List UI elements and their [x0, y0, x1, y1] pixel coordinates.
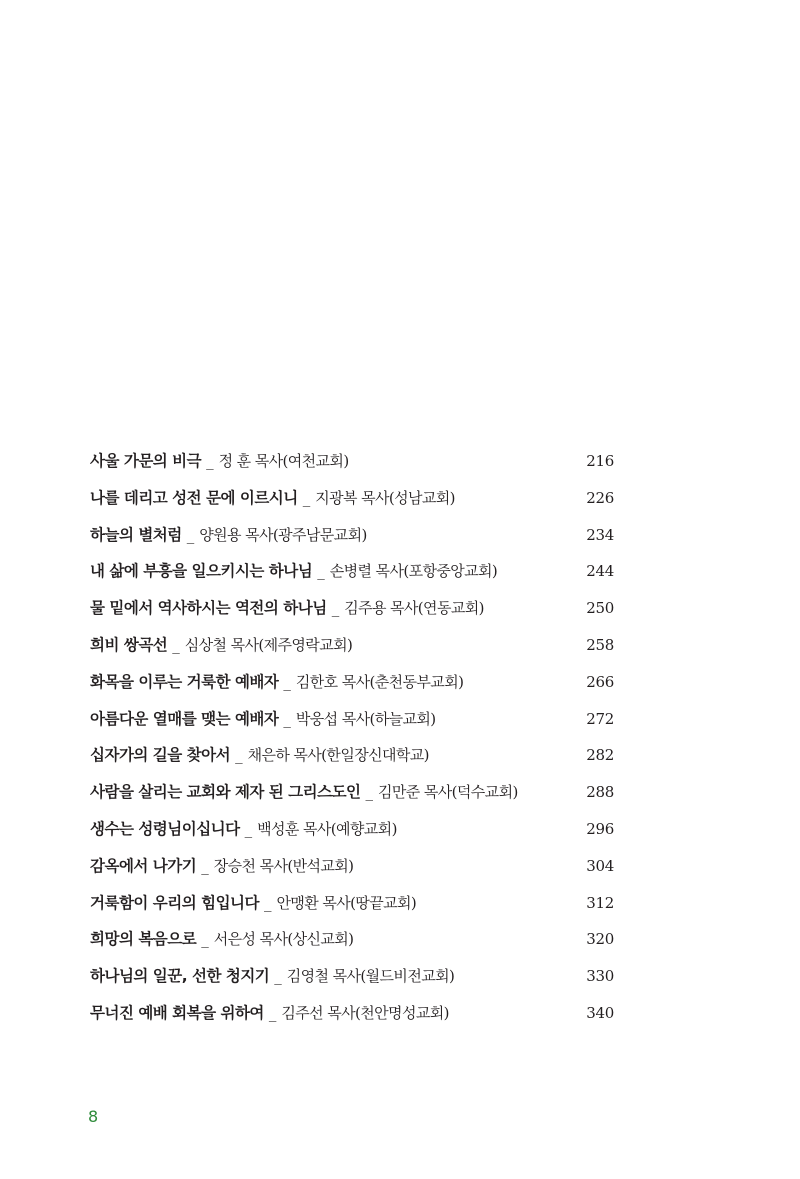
toc-entry-title: 생수는 성령님이십니다 — [90, 819, 240, 838]
toc-entry — [90, 701, 620, 738]
toc-entry — [90, 627, 620, 664]
toc-entry-title: 사울 가문의 비극 — [90, 452, 202, 470]
toc-entry — [90, 443, 620, 480]
toc-entry-separator: _ — [274, 967, 282, 986]
toc-entry — [90, 995, 620, 1032]
toc-entry-text — [90, 443, 349, 480]
toc-entry-separator: _ — [264, 893, 272, 912]
page-number: 8 — [88, 1107, 99, 1126]
toc-entry-text — [90, 701, 436, 738]
toc-entry-separator: _ — [365, 783, 374, 802]
toc-entry-author: 손병렬 목사(포항중앙교회) — [329, 562, 498, 581]
toc-entry-separator: _ — [201, 856, 209, 875]
toc-entry-text — [90, 921, 353, 958]
toc-entry-separator: _ — [331, 599, 340, 618]
toc-entry-text — [90, 848, 353, 885]
toc-entry-text — [90, 958, 454, 995]
toc-entry-separator: _ — [283, 672, 291, 691]
toc-entry-separator: _ — [283, 709, 291, 728]
toc-entry-page: 244 — [586, 562, 614, 581]
toc-entry-author: 박웅섭 목사(하늘교회) — [295, 709, 436, 728]
toc-entry-page: 272 — [586, 709, 614, 728]
toc-entry — [90, 774, 620, 811]
toc-entry-page: 250 — [586, 599, 614, 618]
toc-entry-separator: _ — [201, 930, 209, 949]
toc-entry-author: 정 훈 목사(여천교회) — [218, 452, 349, 470]
toc-entry-author: 김주용 목사(연동교회) — [344, 599, 484, 618]
toc-entry-page: 266 — [586, 672, 614, 691]
toc-entry-author: 김만준 목사(덕수교회) — [378, 783, 518, 802]
toc-entry-text — [90, 995, 449, 1032]
toc-entry-author: 양원용 목사(광주남문교회) — [199, 525, 367, 544]
toc-entry-page: 296 — [586, 819, 614, 838]
toc-entry-text — [90, 811, 397, 848]
toc-entry-author: 채은하 목사(한일장신대학교) — [247, 746, 429, 765]
toc-entry-title: 사람을 살리는 교회와 제자 된 그리스도인 — [90, 783, 361, 802]
toc-entry-author: 장승천 목사(반석교회) — [213, 856, 354, 875]
toc-entry-separator: _ — [268, 1003, 277, 1022]
toc-entry — [90, 921, 620, 958]
toc-entry-author: 김주선 목사(천안명성교회) — [281, 1003, 449, 1022]
toc-entry — [90, 553, 620, 590]
toc-entry-title: 무너진 예배 회복을 위하여 — [90, 1003, 264, 1022]
toc-entry-author: 김한호 목사(춘천동부교회) — [295, 672, 464, 691]
toc-entry-text — [90, 517, 367, 554]
toc-entry-title: 거룩함이 우리의 힘입니다 — [90, 893, 259, 912]
toc-entry — [90, 848, 620, 885]
toc-entry-separator: _ — [235, 746, 243, 765]
toc-entry-author: 김영철 목사(월드비전교회) — [286, 967, 455, 986]
toc-entry-title: 하나님의 일꾼, 선한 청지기 — [90, 967, 270, 986]
toc-entry-page: 304 — [586, 856, 614, 875]
toc-entry-page: 258 — [586, 635, 614, 654]
toc-entry-page: 330 — [586, 967, 614, 986]
toc-entry-text — [90, 553, 497, 590]
toc-entry-title: 아름다운 열매를 맺는 예배자 — [90, 709, 279, 728]
toc-entry-text — [90, 737, 429, 774]
toc-entry-separator: _ — [317, 562, 325, 581]
toc-entry-separator: _ — [244, 819, 253, 838]
table-of-contents — [90, 443, 620, 1032]
toc-entry-title: 화목을 이루는 거룩한 예배자 — [90, 672, 279, 691]
toc-entry — [90, 958, 620, 995]
toc-entry-title: 나를 데리고 성전 문에 이르시니 — [90, 488, 298, 507]
toc-entry-text — [90, 774, 518, 811]
toc-entry-page: 320 — [586, 930, 614, 949]
toc-entry-page: 312 — [586, 893, 614, 912]
toc-entry — [90, 811, 620, 848]
toc-entry-title: 하늘의 별처럼 — [90, 525, 182, 544]
toc-entry-text — [90, 627, 352, 664]
toc-entry-title: 물 밑에서 역사하시는 역전의 하나님 — [90, 599, 327, 618]
toc-entry — [90, 517, 620, 554]
toc-entry-title: 내 삶에 부흥을 일으키시는 하나님 — [90, 562, 313, 581]
toc-entry-title: 희비 쌍곡선 — [90, 635, 168, 654]
toc-entry-separator: _ — [186, 525, 195, 544]
toc-entry — [90, 885, 620, 922]
toc-entry-title: 십자가의 길을 찾아서 — [90, 746, 231, 765]
toc-entry-author: 심상철 목사(제주영락교회) — [184, 635, 353, 654]
toc-entry-author: 안맹환 목사(땅끝교회) — [276, 893, 417, 912]
toc-entry-text — [90, 590, 484, 627]
toc-entry-text — [90, 885, 416, 922]
toc-entry-author: 서은성 목사(상신교회) — [213, 930, 354, 949]
toc-entry-author: 백성훈 목사(예향교회) — [257, 819, 397, 838]
toc-entry — [90, 737, 620, 774]
toc-entry-page: 340 — [586, 1003, 614, 1022]
toc-entry-page: 226 — [586, 488, 614, 507]
toc-entry-page: 288 — [586, 783, 614, 802]
toc-entry — [90, 590, 620, 627]
toc-entry-separator: _ — [302, 488, 311, 507]
toc-entry-page: 282 — [586, 746, 614, 765]
toc-entry-author: 지광복 목사(성남교회) — [315, 488, 455, 507]
toc-entry-text — [90, 480, 455, 517]
toc-entry-page: 216 — [586, 452, 614, 470]
toc-entry-separator: _ — [206, 452, 214, 470]
toc-entry-title: 감옥에서 나가기 — [90, 856, 197, 875]
toc-entry — [90, 480, 620, 517]
toc-entry-text — [90, 664, 463, 701]
toc-entry — [90, 664, 620, 701]
toc-entry-title: 희망의 복음으로 — [90, 930, 197, 949]
toc-entry-page: 234 — [586, 525, 614, 544]
toc-entry-separator: _ — [172, 635, 180, 654]
